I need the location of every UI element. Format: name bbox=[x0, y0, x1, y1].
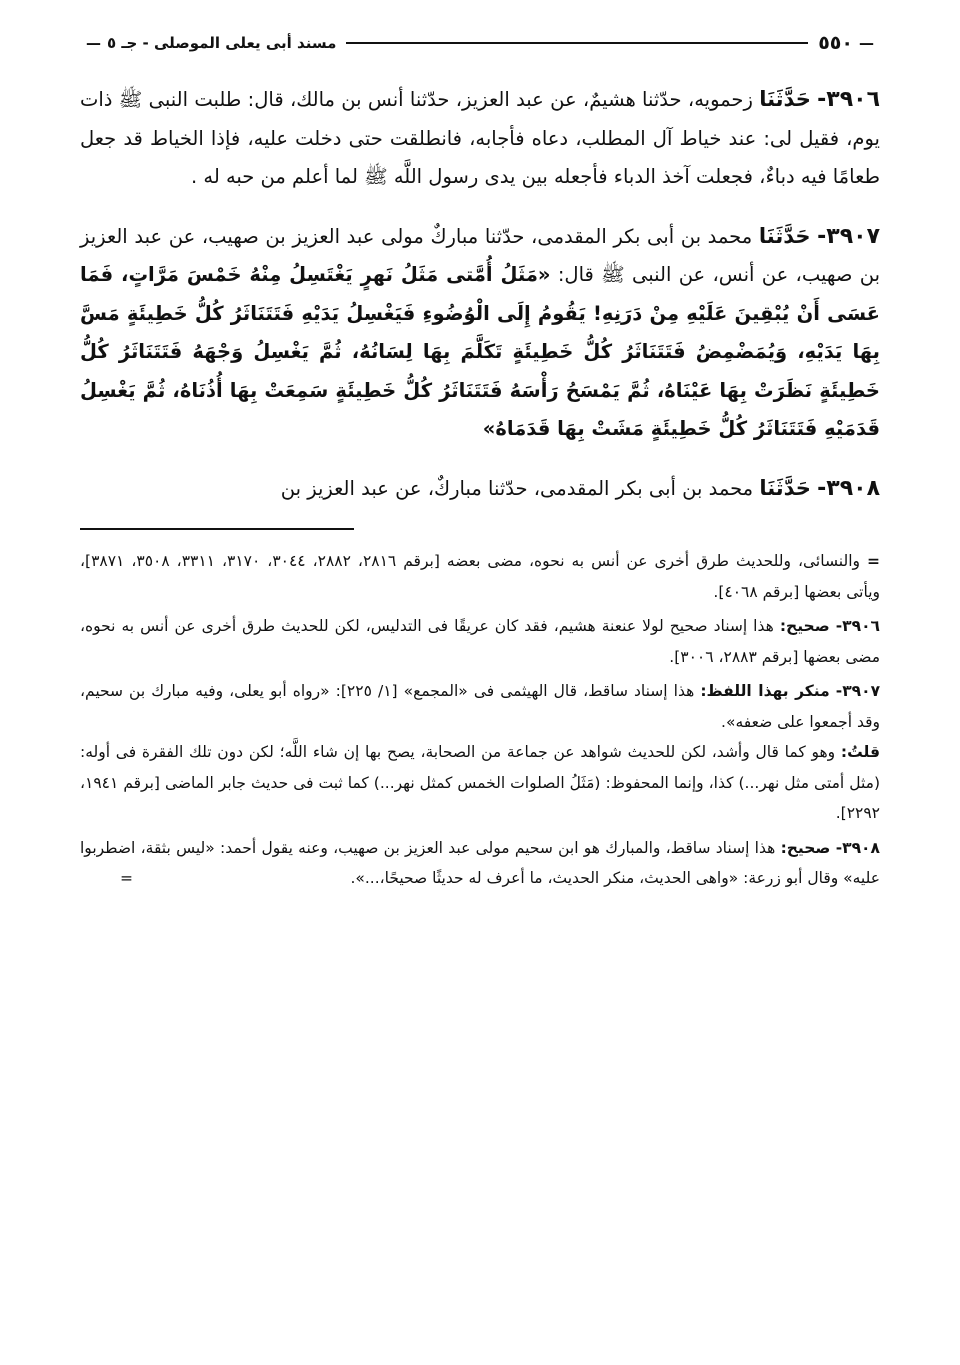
page-number: ٥٥٠ bbox=[818, 32, 853, 54]
hadith-text: زحمويه، حدّثنا هشيمٌ، عن عبد العزيز، حدّثنا أنس بن مالك، قال: طلبت النبى ﷺ ذات يوم، فقيل لى: عند خياط آل المطلب، دعاه فأجابه، فانطلقت حتى دخلت عليه، فإذا الخياط قد جعل طعامًا فيه دباءٌ، فجعلت آخذ الدباء فأجعله بين يدى رسول اللَّه ﷺ لما أعلم من حبه له . bbox=[80, 88, 880, 188]
hadith-number: ٣٩٠٨- bbox=[817, 475, 880, 501]
hadith-number: ٣٩٠٦- bbox=[817, 87, 880, 112]
hadith-matn: «مَثَلُ أُمَّتى مَثَلُ نَهرٍ يَغْتَسِلُ مِنْهُ خَمْسَ مَرَّاتٍ، فَمَا عَسَى أَنْ يُبْقِينَ عَلَيْهِ مِنْ دَرَنِهِ! يَقُومُ إِلَى الْوُضُوءِ فَيَغْسِلُ يَدَيْهِ فَتَتَنَاثَرُ كُلُّ خَطِيئَةٍ مَسَّ بِهَا يَدَيْهِ، وَيُمَضْمِضُ فَتَتَنَاثَرُ كُلُّ خَطِيئَةٍ تَكَلَّمَ بِهَا لِسَانُهُ، ثُمَّ يَغْسِلُ وَجْهَهُ فَتَتَنَاثَرُ كُلُّ خَطِيئَةٍ نَظَرَتْ بِهَا عَيْنَاهُ، ثُمَّ يَمْسَحُ رَأْسَهُ فَتَتَنَاثَرُ كُلُّ خَطِيئَةٍ سَمِعَتْ بِهَا أُذُنَاهُ، ثُمَّ يَغْسِلُ قَدَمَيْهِ فَتَتَنَاثَرُ كُلُّ خَطِيئَةٍ مَشَتْ بِهَا قَدَمَاهُ» bbox=[80, 263, 880, 440]
running-head: — ٥٥٠ مسند أبى يعلى الموصلى - جـ ٥ — bbox=[86, 32, 874, 54]
hadith-3906 bbox=[80, 80, 880, 197]
footnote-grade: صحيح: bbox=[779, 617, 830, 635]
footnote-3906 bbox=[80, 611, 880, 672]
book-title: مسند أبى يعلى الموصلى - جـ ٥ bbox=[107, 34, 337, 52]
footnote-grade: منكر بهذا اللفظ: bbox=[700, 682, 830, 700]
qultu-label: قلتُ: bbox=[840, 743, 880, 761]
footnote-separator bbox=[80, 528, 354, 530]
haddathana: حَدَّثَنَا bbox=[758, 223, 811, 248]
footnote-number: ٣٩٠٦- bbox=[835, 617, 880, 635]
footnote-3908 bbox=[80, 833, 880, 894]
hadith-isnad: محمد بن أبى بكر المقدمى، حدّثنا مباركٌ مولى عبد العزيز بن صهيب، عن عبد العزيز بن صهيب، عن أنس، عن النبى ﷺ قال: bbox=[80, 224, 880, 286]
footnote-text: هذا إسناد ساقط، قال الهيثمى فى «المجمع» [١/ ٢٢٥]: «رواه أبو يعلى، وفيه مبارك بن سحيم، وقد أجمعوا على ضعفه». bbox=[80, 682, 880, 731]
footnote-text: هذا إسناد صحيح لولا عنعنة هشيم، فقد كان عريقًا فى التدليس، لكن للحديث طرق أخرى عن أنس به نحوه، مضى بعضها [برقم ٢٨٨٣، ٣٠٠٦]. bbox=[80, 617, 880, 666]
footnote-text: هذا إسناد ساقط، والمبارك هو ابن سحيم مولى عبد العزيز بن صهيب، وعنه يقول أحمد: «ليس بثقة، اضطربوا عليه» وقال أبو زرعة: «واهى الحديث، منكر الحديث، ما أعرف له حديثًا صحيحًا،...». bbox=[80, 838, 880, 887]
hadith-text: محمد بن أبى بكر المقدمى، حدّثنا مباركٌ، عن عبد العزيز بن bbox=[280, 476, 754, 500]
footnotes bbox=[80, 546, 880, 894]
qultu-text: وهو كما قال وأشد، لكن للحديث شواهد عن جماعة من الصحابة، يصح بها إن شاء اللَّه؛ لكن دون تلك الفقرة فى أوله: (مثل أمتى مثل نهر...) كذا، وإنما المحفوظ: (مَثَلُ الصلوات الخمس كمثل نهر...) كما ثبت فى حديث جابر الماضى [برقم ١٩٤١، ٢٢٩٢]. bbox=[80, 743, 880, 822]
continuation-mark: = bbox=[866, 552, 880, 570]
hadith-3908 bbox=[80, 469, 880, 509]
footnote-continuation bbox=[80, 546, 880, 607]
hadith-3907 bbox=[80, 217, 880, 449]
main-text bbox=[80, 80, 880, 508]
continuation-mark: = bbox=[120, 869, 133, 887]
footnote-number: ٣٩٠٨- bbox=[835, 838, 880, 857]
footnote-text: والنسائى، وللحديث طرق أخرى عن أنس به نحوه، مضى بعضه [برقم ٢٨١٦، ٢٨٨٢، ٣٠٤٤، ٣١٧٠، ٣٣١١، ٣٥٠٨، ٣٨٧١]، ويأتى بعضها [برقم ٤٠٦٨]. bbox=[80, 552, 880, 601]
hadith-number: ٣٩٠٧- bbox=[817, 223, 880, 249]
footnote-number: ٣٩٠٧- bbox=[835, 682, 881, 700]
haddathana: حَدَّثَنَا bbox=[759, 475, 811, 500]
haddathana: حَدَّثَنَا bbox=[759, 87, 811, 111]
footnote-3907 bbox=[80, 676, 880, 829]
footnote-grade: صحيح: bbox=[780, 838, 831, 857]
header-rule bbox=[346, 42, 808, 44]
